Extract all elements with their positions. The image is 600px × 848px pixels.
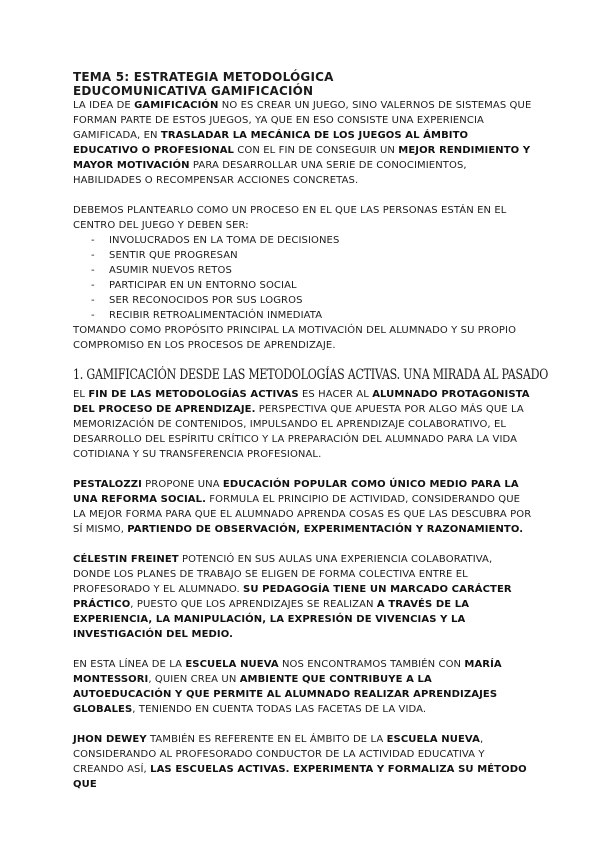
p4-bold-2: MARÍA MONTESSORI (73, 659, 502, 685)
section-paragraph-4 (73, 657, 533, 717)
p1-text-3: PERSPECTIVA QUE APUESTA POR ALGO MÁS QUE LA MEMORIZACIÓN DE CONTENIDOS, IMPULSANDO EL APRENDIZAJE COLABORATIVO, EL DESARROLLO DEL ESPÍRITU CRÍTICO Y LA PREPARACIÓN DEL ALUMNADO PARA LA VIDA COTIDIANA Y SU TRANSFERENCIA PROFESIONAL. (73, 404, 524, 460)
intro-paragraph (73, 98, 533, 188)
intro-bold-2: TRASLADAR LA MECÁNICA DE LOS JUEGOS AL ÁMBITO EDUCATIVO O PROFESIONAL (73, 130, 469, 156)
process-lead: DEBEMOS PLANTEARLO COMO UN PROCESO EN EL QUE LAS PERSONAS ESTÁN EN EL CENTRO DEL JUEGO Y DEBEN SER: (73, 205, 507, 231)
section-paragraph-5 (73, 732, 533, 792)
list-item: - SER RECONOCIDOS POR SUS LOGROS (91, 293, 533, 308)
process-closing: TOMANDO COMO PROPÓSITO PRINCIPAL LA MOTIVACIÓN DEL ALUMNADO Y SU PROPIO COMPROMISO EN LOS PROCESOS DE APRENDIZAJE. (73, 325, 517, 351)
p2-bold-1: PESTALOZZI (73, 479, 142, 490)
p3-bold-2: SU PEDAGOGÍA TIENE UN MARCADO CARÁCTER PRÁCTICO (73, 584, 512, 610)
p4-bold-1: ESCUELA NUEVA (185, 659, 279, 670)
p5-bold-2: ESCUELA NUEVA (386, 734, 480, 745)
p3-text-1: POTENCIÓ EN SUS AULAS UNA EXPERIENCIA COLABORATIVA, DONDE LOS PLANES DE TRABAJO SE ELIGEN DE FORMA COLECTIVA ENTRE EL PROFESORADO Y EL ALUMNADO. (73, 554, 493, 595)
title-line-2: EDUCOMUNICATIVA GAMIFICACIÓN (73, 84, 314, 98)
intro-bold-3: MEJOR RENDIMIENTO Y MAYOR MOTIVACIÓN (73, 145, 531, 171)
section-heading: 1. GAMIFICACIÓN DESDE LAS METODOLOGÍAS ACTIVAS. UNA MIRADA AL PASADO (73, 367, 549, 383)
list-item: - RECIBIR RETROALIMENTACIÓN INMEDIATA (91, 308, 533, 323)
title-line-1: TEMA 5: ESTRATEGIA METODOLÓGICA (73, 70, 334, 84)
intro-text-3: CON EL FIN DE CONSEGUIR UN (234, 145, 399, 156)
p3-bold-3: A TRAVÉS DE LA EXPERIENCIA, LA MANIPULACIÓN, LA EXPRESIÓN DE VIVENCIAS Y LA INVESTIGACIÓN DEL MEDIO. (73, 599, 470, 640)
p2-text-2: FORMULA EL PRINCIPIO DE ACTIVIDAD, CONSIDERANDO QUE LA MEJOR FORMA PARA QUE EL ALUMNADO APRENDA COSAS ES QUE LAS DESCUBRA POR SÍ MISMO, (73, 494, 532, 535)
p4-bold-3: AMBIENTE QUE CONTRIBUYE A LA AUTOEDUCACIÓN Y QUE PERMITE AL ALUMNADO REALIZAR APRENDIZAJES GLOBALES (73, 674, 498, 715)
list-item: - ASUMIR NUEVOS RETOS (91, 263, 533, 278)
p3-text-2: , PUESTO QUE LOS APRENDIZAJES SE REALIZAN (130, 599, 377, 610)
section-paragraph-3 (73, 552, 533, 642)
intro-bold-1: GAMIFICACIÓN (134, 100, 219, 111)
p1-text-1: EL (73, 389, 89, 400)
intro-text-4: PARA DESARROLLAR UNA SERIE DE CONOCIMIENTOS, HABILIDADES O RECOMPENSAR ACCIONES CONCRETAS. (73, 160, 467, 186)
document-page (73, 70, 549, 792)
p1-text-2: ES HACER AL (298, 389, 373, 400)
section-paragraph-2 (73, 477, 533, 537)
p1-bold-2: ALUMNADO PROTAGONISTA DEL PROCESO DE APRENDIZAJE. (73, 389, 530, 415)
p2-bold-3: PARTIENDO DE OBSERVACIÓN, EXPERIMENTACIÓN Y RAZONAMIENTO. (127, 524, 524, 535)
p4-text-2: NOS ENCONTRAMOS TAMBIÉN CON (278, 659, 465, 670)
p5-bold-3: LAS ESCUELAS ACTIVAS. EXPERIMENTA Y FORMALIZA SU MÉTODO QUE (73, 764, 527, 790)
intro-text-1: LA IDEA DE (73, 100, 135, 111)
document-title (73, 70, 533, 98)
p5-text-1: TAMBIÉN ES REFERENTE EN EL ÁMBITO DE LA (146, 734, 387, 745)
list-item: - INVOLUCRADOS EN LA TOMA DE DECISIONES (91, 233, 533, 248)
p4-text-3: , QUIEN CREA UN (148, 674, 240, 685)
p5-text-2: , CONSIDERANDO AL PROFESORADO CONDUCTOR DE LA ACTIVIDAD EDUCATIVA Y CREANDO ASÍ, (73, 734, 485, 775)
p3-bold-1: CÉLESTIN FREINET (73, 554, 179, 565)
section-paragraph-1 (73, 387, 533, 462)
p4-text-4: , TENIENDO EN CUENTA TODAS LAS FACETAS DE LA VIDA. (132, 704, 427, 715)
p1-bold-1: FIN DE LAS METODOLOGÍAS ACTIVAS (88, 389, 299, 400)
list-item: - PARTICIPAR EN UN ENTORNO SOCIAL (91, 278, 533, 293)
p2-bold-2: EDUCACIÓN POPULAR COMO ÚNICO MEDIO PARA LA UNA REFORMA SOCIAL. (73, 479, 519, 505)
list-item: - SENTIR QUE PROGRESAN (91, 248, 533, 263)
p5-bold-1: JHON DEWEY (73, 734, 147, 745)
p2-text-1: PROPONE UNA (141, 479, 223, 490)
process-list (73, 233, 533, 323)
intro-text-2: NO ES CREAR UN JUEGO, SINO VALERNOS DE SISTEMAS QUE FORMAN PARTE DE ESTOS JUEGOS, YA QUE EN ESO CONSISTE UNA EXPERIENCIA GAMIFICADA, EN (73, 100, 532, 141)
p4-text-1: EN ESTA LÍNEA DE LA (73, 659, 186, 670)
